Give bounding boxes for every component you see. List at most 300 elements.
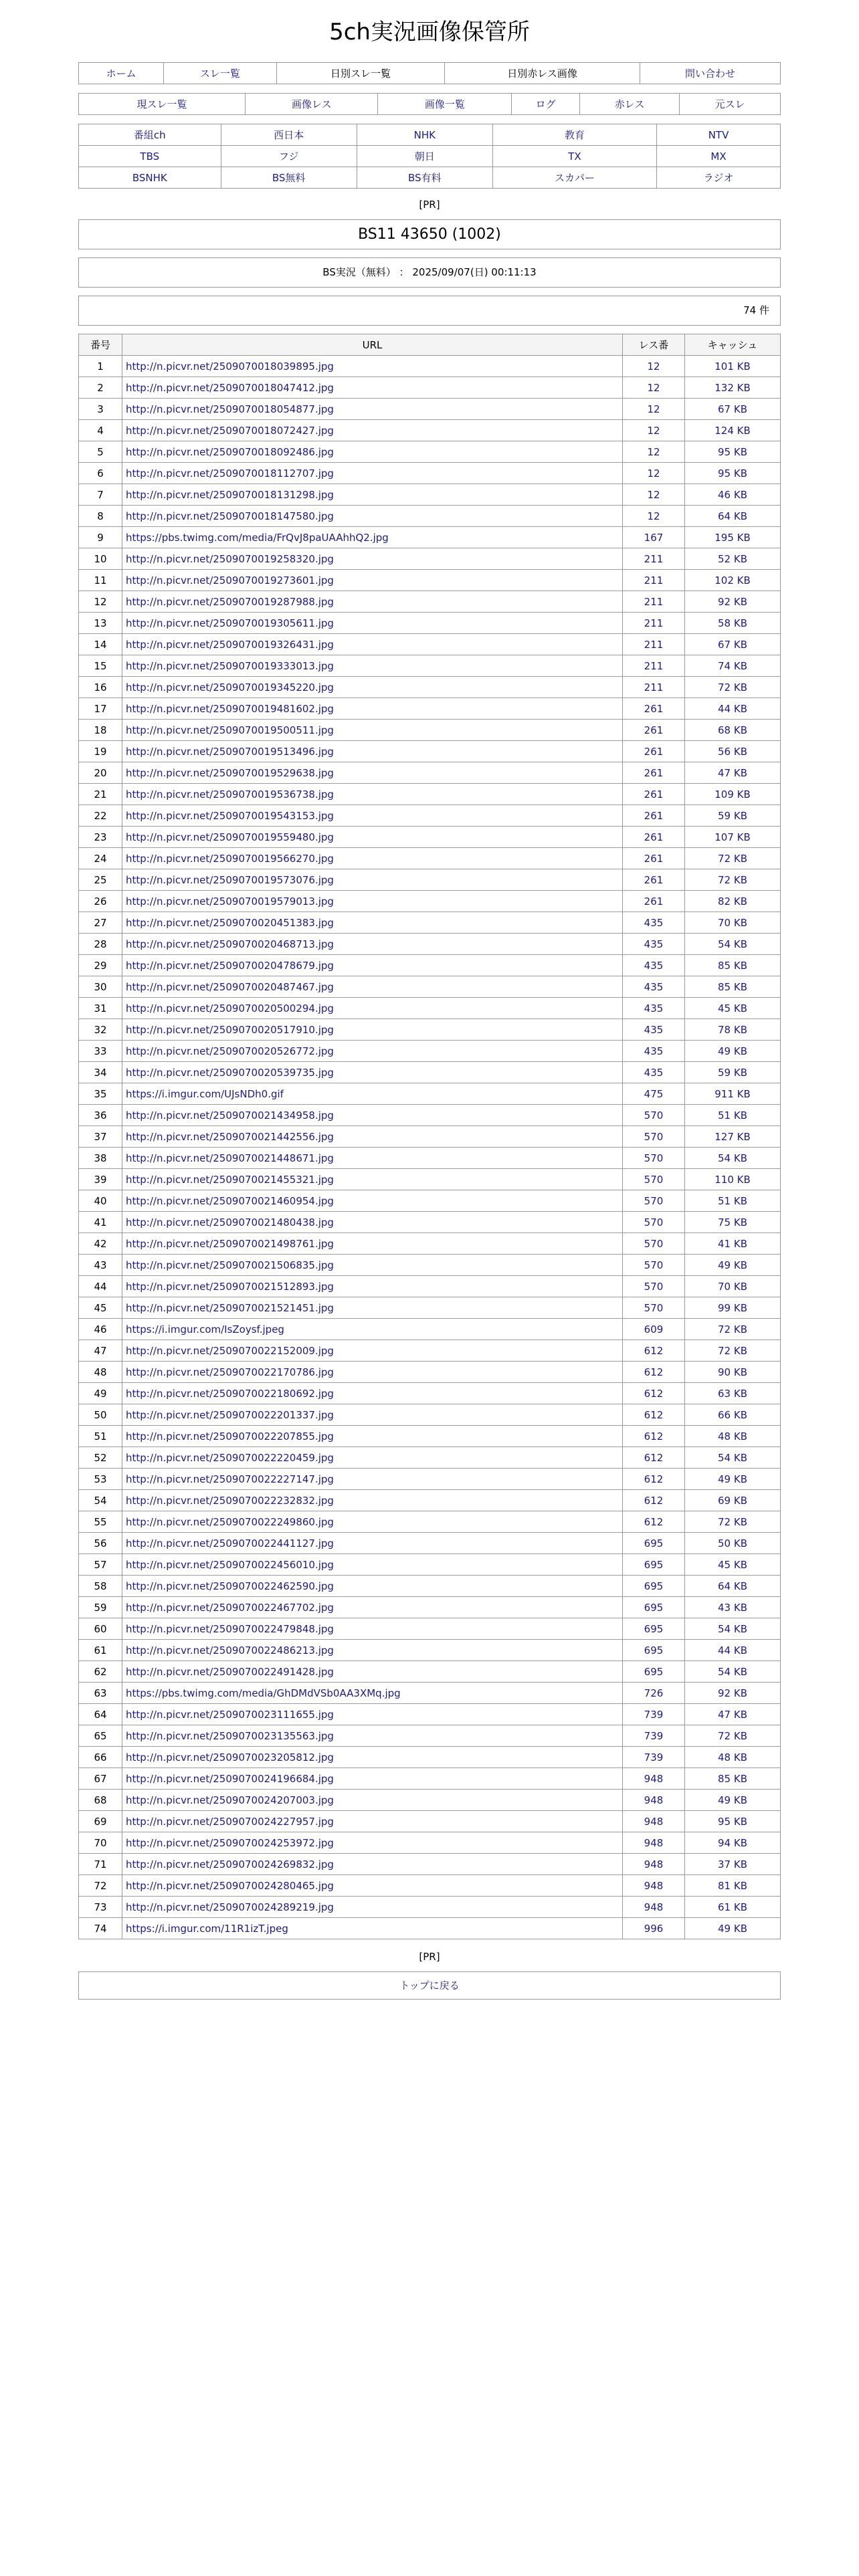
row-number: 12 <box>79 591 122 613</box>
image-url-link[interactable]: http://n.picvr.net/2509070019273601.jpg <box>126 574 334 586</box>
res-number-link[interactable]: 695 <box>644 1601 664 1614</box>
res-number-link[interactable]: 211 <box>644 617 664 629</box>
image-url-link[interactable]: http://n.picvr.net/2509070021434958.jpg <box>126 1109 334 1121</box>
image-url-link[interactable]: http://n.picvr.net/2509070022491428.jpg <box>126 1665 334 1678</box>
channel-link[interactable]: TX <box>568 150 581 163</box>
back-to-top-link[interactable]: トップに戻る <box>399 1979 460 1992</box>
image-url-link[interactable]: http://n.picvr.net/2509070021521451.jpg <box>126 1301 334 1314</box>
nav-item-1[interactable]: スレ一覧 <box>199 68 240 80</box>
image-url-link[interactable]: http://n.picvr.net/2509070019513496.jpg <box>126 745 334 758</box>
res-number-link[interactable]: 570 <box>644 1152 664 1164</box>
row-res-cell <box>623 1661 685 1683</box>
row-cache-cell <box>685 1169 781 1190</box>
main-nav <box>78 62 781 84</box>
cache-link[interactable]: 90 KB <box>718 1366 747 1378</box>
row-cache-cell <box>685 1576 781 1597</box>
cache-link[interactable]: 195 KB <box>714 531 751 544</box>
image-url-link[interactable]: http://n.picvr.net/2509070019305611.jpg <box>126 617 334 629</box>
res-number-link[interactable]: 435 <box>644 980 664 993</box>
cache-link[interactable]: 72 KB <box>718 1515 747 1528</box>
res-number-link[interactable]: 12 <box>647 424 660 437</box>
image-url-link[interactable]: http://n.picvr.net/2509070019536738.jpg <box>126 788 334 800</box>
row-res-cell <box>623 805 685 827</box>
res-number-link[interactable]: 211 <box>644 574 664 586</box>
row-res-cell <box>623 1490 685 1511</box>
res-number-link[interactable]: 612 <box>644 1515 664 1528</box>
res-number-link[interactable]: 612 <box>644 1366 664 1378</box>
row-number: 52 <box>79 1447 122 1469</box>
res-number-link[interactable]: 570 <box>644 1130 664 1143</box>
row-number: 35 <box>79 1083 122 1105</box>
image-url-link[interactable]: http://n.picvr.net/2509070018092486.jpg <box>126 445 334 458</box>
res-number-link[interactable]: 435 <box>644 1045 664 1057</box>
cache-link[interactable]: 52 KB <box>718 552 747 565</box>
row-cache-cell <box>685 1469 781 1490</box>
cache-link[interactable]: 49 KB <box>718 1473 747 1485</box>
row-cache-cell <box>685 1383 781 1404</box>
image-url-link[interactable]: http://n.picvr.net/2509070019566270.jpg <box>126 852 334 865</box>
image-url-link[interactable]: http://n.picvr.net/2509070019573076.jpg <box>126 873 334 886</box>
res-number-link[interactable]: 167 <box>644 531 664 544</box>
row-url-cell <box>122 463 623 484</box>
image-url-link[interactable]: http://n.picvr.net/2509070022467702.jpg <box>126 1601 334 1614</box>
res-number-link[interactable]: 570 <box>644 1173 664 1186</box>
cache-link[interactable]: 95 KB <box>718 467 747 479</box>
cache-link[interactable]: 54 KB <box>718 1152 747 1164</box>
thread-nav-item-2[interactable]: 画像一覧 <box>424 98 465 110</box>
res-number-link[interactable]: 570 <box>644 1301 664 1314</box>
row-url-cell <box>122 1704 623 1725</box>
cache-link[interactable]: 47 KB <box>718 1708 747 1721</box>
cache-link[interactable]: 49 KB <box>718 1922 747 1935</box>
cache-link[interactable]: 109 KB <box>714 788 751 800</box>
row-url-cell <box>122 998 623 1019</box>
row-res-cell <box>623 1126 685 1148</box>
row-res-cell <box>623 463 685 484</box>
image-url-link[interactable]: http://n.picvr.net/2509070021460954.jpg <box>126 1194 334 1207</box>
cache-link[interactable]: 63 KB <box>718 1387 747 1400</box>
cache-link[interactable]: 94 KB <box>718 1836 747 1849</box>
res-number-link[interactable]: 612 <box>644 1387 664 1400</box>
cache-link[interactable]: 67 KB <box>718 403 747 415</box>
image-url-link[interactable]: http://n.picvr.net/2509070019345220.jpg <box>126 681 334 693</box>
cache-link[interactable]: 66 KB <box>718 1408 747 1421</box>
channel-link[interactable]: 朝日 <box>414 150 435 163</box>
image-url-link[interactable]: http://n.picvr.net/2509070019481602.jpg <box>126 702 334 715</box>
channel-link[interactable]: ラジオ <box>703 172 734 184</box>
row-url-cell <box>122 548 623 570</box>
row-url-cell <box>122 1747 623 1768</box>
res-number-link[interactable]: 612 <box>644 1451 664 1464</box>
image-url-link[interactable]: http://n.picvr.net/2509070018054877.jpg <box>126 403 334 415</box>
res-number-link[interactable]: 570 <box>644 1109 664 1121</box>
thread-nav-item-5[interactable]: 元スレ <box>714 98 745 110</box>
row-url-cell <box>122 420 623 441</box>
image-url-link[interactable]: http://n.picvr.net/2509070022462590.jpg <box>126 1580 334 1592</box>
cache-link[interactable]: 37 KB <box>718 1858 747 1870</box>
channel-link[interactable]: NHK <box>413 128 436 141</box>
row-number: 63 <box>79 1683 122 1704</box>
image-url-link[interactable]: https://pbs.twimg.com/media/GhDMdVSb0AA3XMq.jpg <box>126 1687 401 1699</box>
row-url-cell <box>122 741 623 762</box>
image-url-link[interactable]: http://n.picvr.net/2509070018039895.jpg <box>126 360 334 372</box>
cache-link[interactable]: 51 KB <box>718 1109 747 1121</box>
res-number-link[interactable]: 612 <box>644 1408 664 1421</box>
cache-link[interactable]: 132 KB <box>714 381 751 394</box>
res-number-link[interactable]: 948 <box>644 1772 664 1785</box>
cache-link[interactable]: 124 KB <box>714 424 751 437</box>
res-number-link[interactable]: 570 <box>644 1216 664 1228</box>
res-number-link[interactable]: 261 <box>644 873 664 886</box>
image-url-link[interactable]: http://n.picvr.net/2509070023111655.jpg <box>126 1708 334 1721</box>
cache-link[interactable]: 92 KB <box>718 1687 747 1699</box>
channel-link[interactable]: BSNHK <box>132 171 167 184</box>
channel-link[interactable]: MX <box>710 150 727 163</box>
cache-link[interactable]: 68 KB <box>718 724 747 736</box>
image-url-link[interactable]: http://n.picvr.net/2509070019529638.jpg <box>126 766 334 779</box>
row-cache-cell <box>685 634 781 655</box>
image-url-link[interactable]: http://n.picvr.net/2509070020478679.jpg <box>126 959 334 972</box>
channel-link[interactable]: 西日本 <box>274 129 304 141</box>
cache-link[interactable]: 72 KB <box>718 873 747 886</box>
res-number-link[interactable]: 695 <box>644 1558 664 1571</box>
cache-link[interactable]: 78 KB <box>718 1023 747 1036</box>
thread-nav-item-3[interactable]: ログ <box>535 98 556 110</box>
image-url-link[interactable]: http://n.picvr.net/2509070022220459.jpg <box>126 1451 334 1464</box>
table-row <box>79 741 781 762</box>
row-url-cell <box>122 1897 623 1918</box>
res-number-link[interactable]: 739 <box>644 1708 664 1721</box>
image-url-link[interactable]: http://n.picvr.net/2509070018147580.jpg <box>126 510 334 522</box>
image-url-link[interactable]: http://n.picvr.net/2509070020468713.jpg <box>126 938 334 950</box>
image-url-link[interactable]: http://n.picvr.net/2509070018131298.jpg <box>126 488 334 501</box>
image-url-link[interactable]: http://n.picvr.net/2509070021512893.jpg <box>126 1280 334 1293</box>
cache-link[interactable]: 49 KB <box>718 1794 747 1806</box>
row-number: 61 <box>79 1640 122 1661</box>
res-number-link[interactable]: 612 <box>644 1430 664 1442</box>
image-url-link[interactable]: http://n.picvr.net/2509070022170786.jpg <box>126 1366 334 1378</box>
cache-link[interactable]: 44 KB <box>718 1644 747 1656</box>
cache-link[interactable]: 46 KB <box>718 488 747 501</box>
res-number-link[interactable]: 12 <box>647 467 660 479</box>
cache-link[interactable]: 101 KB <box>714 360 751 372</box>
image-url-link[interactable]: http://n.picvr.net/2509070019543153.jpg <box>126 809 334 822</box>
table-row <box>79 1597 781 1618</box>
image-url-link[interactable]: http://n.picvr.net/2509070021480438.jpg <box>126 1216 334 1228</box>
res-number-link[interactable]: 948 <box>644 1879 664 1892</box>
table-row <box>79 934 781 955</box>
image-url-link[interactable]: http://n.picvr.net/2509070022180692.jpg <box>126 1387 334 1400</box>
table-row <box>79 848 781 869</box>
cache-link[interactable]: 72 KB <box>718 1729 747 1742</box>
image-url-link[interactable]: http://n.picvr.net/2509070020539735.jpg <box>126 1066 334 1079</box>
cache-link[interactable]: 102 KB <box>714 574 751 586</box>
res-number-link[interactable]: 435 <box>644 1002 664 1014</box>
res-number-link[interactable]: 435 <box>644 1023 664 1036</box>
cache-link[interactable]: 81 KB <box>718 1879 747 1892</box>
row-url-cell <box>122 1725 623 1747</box>
nav-item-0[interactable]: ホーム <box>106 68 136 80</box>
cache-link[interactable]: 95 KB <box>718 1815 747 1828</box>
row-cache-cell <box>685 1683 781 1704</box>
image-url-link[interactable]: http://n.picvr.net/2509070023205812.jpg <box>126 1751 334 1763</box>
res-number-link[interactable]: 475 <box>644 1087 664 1100</box>
cache-link[interactable]: 70 KB <box>718 916 747 929</box>
res-number-link[interactable]: 211 <box>644 681 664 693</box>
cache-link[interactable]: 54 KB <box>718 1451 747 1464</box>
res-number-link[interactable]: 435 <box>644 1066 664 1079</box>
image-url-link[interactable]: http://n.picvr.net/2509070019287988.jpg <box>126 595 334 608</box>
channel-link[interactable]: フジ <box>278 150 299 163</box>
cache-link[interactable]: 59 KB <box>718 809 747 822</box>
image-url-link[interactable]: https://i.imgur.com/UJsNDh0.gif <box>126 1087 284 1100</box>
image-url-link[interactable]: http://n.picvr.net/2509070019579013.jpg <box>126 895 334 907</box>
cache-link[interactable]: 92 KB <box>718 595 747 608</box>
row-res-cell <box>623 891 685 912</box>
res-number-link[interactable]: 261 <box>644 745 664 758</box>
cache-link[interactable]: 72 KB <box>718 1323 747 1335</box>
cache-link[interactable]: 51 KB <box>718 1194 747 1207</box>
cache-link[interactable]: 110 KB <box>714 1173 751 1186</box>
image-url-link[interactable]: http://n.picvr.net/2509070022232832.jpg <box>126 1494 334 1507</box>
row-res-cell <box>623 1533 685 1554</box>
res-number-link[interactable]: 261 <box>644 788 664 800</box>
image-url-link[interactable]: http://n.picvr.net/2509070024207003.jpg <box>126 1794 334 1806</box>
image-url-link[interactable]: http://n.picvr.net/2509070020451383.jpg <box>126 916 334 929</box>
table-row <box>79 1854 781 1875</box>
res-number-link[interactable]: 570 <box>644 1259 664 1271</box>
res-number-link[interactable]: 570 <box>644 1280 664 1293</box>
cache-link[interactable]: 74 KB <box>718 659 747 672</box>
image-url-link[interactable]: http://n.picvr.net/2509070024227957.jpg <box>126 1815 334 1828</box>
row-res-cell <box>623 955 685 976</box>
image-url-link[interactable]: https://pbs.twimg.com/media/FrQvJ8paUAAhhQ2.jpg <box>126 531 389 544</box>
row-number: 10 <box>79 548 122 570</box>
table-row <box>79 1083 781 1105</box>
image-url-link[interactable]: http://n.picvr.net/2509070018072427.jpg <box>126 424 334 437</box>
res-number-link[interactable]: 12 <box>647 360 660 372</box>
image-url-link[interactable]: http://n.picvr.net/2509070018112707.jpg <box>126 467 334 479</box>
res-number-link[interactable]: 570 <box>644 1194 664 1207</box>
row-cache-cell <box>685 1832 781 1854</box>
channel-link[interactable]: BS無料 <box>272 172 306 184</box>
res-number-link[interactable]: 948 <box>644 1794 664 1806</box>
res-number-link[interactable]: 695 <box>644 1644 664 1656</box>
res-number-link[interactable]: 609 <box>644 1323 664 1335</box>
cache-link[interactable]: 43 KB <box>718 1601 747 1614</box>
cache-link[interactable]: 107 KB <box>714 831 751 843</box>
res-number-link[interactable]: 261 <box>644 852 664 865</box>
image-url-link[interactable]: http://n.picvr.net/2509070020526772.jpg <box>126 1045 334 1057</box>
table-row <box>79 655 781 677</box>
cache-link[interactable]: 44 KB <box>718 702 747 715</box>
image-url-link[interactable]: http://n.picvr.net/2509070022207855.jpg <box>126 1430 334 1442</box>
cache-link[interactable]: 45 KB <box>718 1002 747 1014</box>
res-number-link[interactable]: 12 <box>647 403 660 415</box>
row-cache-cell <box>685 1319 781 1340</box>
cache-link[interactable]: 75 KB <box>718 1216 747 1228</box>
image-url-link[interactable]: http://n.picvr.net/2509070021442556.jpg <box>126 1130 334 1143</box>
row-url-cell <box>122 976 623 998</box>
image-url-link[interactable]: http://n.picvr.net/2509070018047412.jpg <box>126 381 334 394</box>
res-number-link[interactable]: 726 <box>644 1687 664 1699</box>
cache-link[interactable]: 47 KB <box>718 766 747 779</box>
res-number-link[interactable]: 261 <box>644 766 664 779</box>
res-number-link[interactable]: 211 <box>644 638 664 651</box>
cache-link[interactable]: 72 KB <box>718 852 747 865</box>
res-number-link[interactable]: 948 <box>644 1901 664 1913</box>
cache-link[interactable]: 59 KB <box>718 1066 747 1079</box>
res-number-link[interactable]: 948 <box>644 1858 664 1870</box>
table-row <box>79 634 781 655</box>
cache-link[interactable]: 58 KB <box>718 617 747 629</box>
res-number-link[interactable]: 12 <box>647 510 660 522</box>
cache-link[interactable]: 82 KB <box>718 895 747 907</box>
cache-link[interactable]: 85 KB <box>718 980 747 993</box>
res-number-link[interactable]: 612 <box>644 1494 664 1507</box>
res-number-link[interactable]: 211 <box>644 659 664 672</box>
image-url-link[interactable]: http://n.picvr.net/2509070022249860.jpg <box>126 1515 334 1528</box>
res-number-link[interactable]: 695 <box>644 1537 664 1549</box>
image-url-link[interactable]: http://n.picvr.net/2509070021455321.jpg <box>126 1173 334 1186</box>
row-number: 71 <box>79 1854 122 1875</box>
cache-link[interactable]: 67 KB <box>718 638 747 651</box>
image-url-link[interactable]: http://n.picvr.net/2509070019258320.jpg <box>126 552 334 565</box>
image-url-link[interactable]: http://n.picvr.net/2509070024196684.jpg <box>126 1772 334 1785</box>
cache-link[interactable]: 48 KB <box>718 1751 747 1763</box>
cache-link[interactable]: 911 KB <box>714 1087 751 1100</box>
res-number-link[interactable]: 948 <box>644 1836 664 1849</box>
image-url-link[interactable]: http://n.picvr.net/2509070019333013.jpg <box>126 659 334 672</box>
res-number-link[interactable]: 12 <box>647 488 660 501</box>
image-url-link[interactable]: http://n.picvr.net/2509070024289219.jpg <box>126 1901 334 1913</box>
cache-link[interactable]: 54 KB <box>718 1665 747 1678</box>
res-number-link[interactable]: 739 <box>644 1729 664 1742</box>
image-url-link[interactable]: http://n.picvr.net/2509070024280465.jpg <box>126 1879 334 1892</box>
image-url-link[interactable]: http://n.picvr.net/2509070022227147.jpg <box>126 1473 334 1485</box>
image-url-link[interactable]: http://n.picvr.net/2509070022152009.jpg <box>126 1344 334 1357</box>
res-number-link[interactable]: 261 <box>644 895 664 907</box>
res-number-link[interactable]: 261 <box>644 724 664 736</box>
image-url-link[interactable]: http://n.picvr.net/2509070022486213.jpg <box>126 1644 334 1656</box>
row-number: 70 <box>79 1832 122 1854</box>
cache-link[interactable]: 85 KB <box>718 1772 747 1785</box>
row-number: 46 <box>79 1319 122 1340</box>
res-number-link[interactable]: 261 <box>644 831 664 843</box>
cache-link[interactable]: 54 KB <box>718 1622 747 1635</box>
thread-nav-item-0[interactable]: 現スレ一覧 <box>136 98 187 110</box>
image-url-link[interactable]: http://n.picvr.net/2509070022479848.jpg <box>126 1622 334 1635</box>
image-url-link[interactable]: http://n.picvr.net/2509070023135563.jpg <box>126 1729 334 1742</box>
cache-link[interactable]: 56 KB <box>718 745 747 758</box>
cache-link[interactable]: 127 KB <box>714 1130 751 1143</box>
res-number-link[interactable]: 435 <box>644 916 664 929</box>
cache-link[interactable]: 99 KB <box>718 1301 747 1314</box>
cache-link[interactable]: 85 KB <box>718 959 747 972</box>
image-url-link[interactable]: https://i.imgur.com/11R1izT.jpeg <box>126 1922 288 1935</box>
image-url-link[interactable]: http://n.picvr.net/2509070021448671.jpg <box>126 1152 334 1164</box>
res-number-link[interactable]: 695 <box>644 1580 664 1592</box>
image-url-link[interactable]: http://n.picvr.net/2509070021498761.jpg <box>126 1237 334 1250</box>
image-url-link[interactable]: http://n.picvr.net/2509070020487467.jpg <box>126 980 334 993</box>
channel-link[interactable]: NTV <box>708 128 729 141</box>
cache-link[interactable]: 70 KB <box>718 1280 747 1293</box>
res-number-link[interactable]: 261 <box>644 702 664 715</box>
thread-nav-item-4[interactable]: 赤レス <box>614 98 645 110</box>
res-number-link[interactable]: 435 <box>644 938 664 950</box>
table-row <box>79 784 781 805</box>
cache-link[interactable]: 54 KB <box>718 938 747 950</box>
image-url-link[interactable]: http://n.picvr.net/2509070024253972.jpg <box>126 1836 334 1849</box>
row-cache-cell <box>685 1212 781 1233</box>
cache-link[interactable]: 69 KB <box>718 1494 747 1507</box>
channel-link[interactable]: BS有料 <box>408 172 442 184</box>
image-url-link[interactable]: http://n.picvr.net/2509070022201337.jpg <box>126 1408 334 1421</box>
image-url-link[interactable]: http://n.picvr.net/2509070020517910.jpg <box>126 1023 334 1036</box>
table-row <box>79 1340 781 1362</box>
res-number-link[interactable]: 261 <box>644 809 664 822</box>
cache-link[interactable]: 72 KB <box>718 1344 747 1357</box>
row-url-cell <box>122 1426 623 1447</box>
cache-link[interactable]: 48 KB <box>718 1430 747 1442</box>
channel-link[interactable]: 教育 <box>564 129 585 141</box>
res-number-link[interactable]: 211 <box>644 595 664 608</box>
cache-link[interactable]: 50 KB <box>718 1537 747 1549</box>
res-number-link[interactable]: 612 <box>644 1344 664 1357</box>
cache-link[interactable]: 72 KB <box>718 681 747 693</box>
image-url-link[interactable]: http://n.picvr.net/2509070020500294.jpg <box>126 1002 334 1014</box>
res-number-link[interactable]: 570 <box>644 1237 664 1250</box>
nav-item-4[interactable]: 問い合わせ <box>684 68 735 80</box>
image-url-link[interactable]: http://n.picvr.net/2509070019326431.jpg <box>126 638 334 651</box>
image-url-link[interactable]: https://i.imgur.com/IsZoysf.jpeg <box>126 1323 284 1335</box>
res-number-link[interactable]: 695 <box>644 1665 664 1678</box>
res-number-link[interactable]: 211 <box>644 552 664 565</box>
channel-link[interactable]: 番組ch <box>133 129 166 141</box>
image-url-link[interactable]: http://n.picvr.net/2509070021506835.jpg <box>126 1259 334 1271</box>
cache-link[interactable]: 95 KB <box>718 445 747 458</box>
cache-link[interactable]: 45 KB <box>718 1558 747 1571</box>
row-cache-cell <box>685 1426 781 1447</box>
image-url-link[interactable]: http://n.picvr.net/2509070019559480.jpg <box>126 831 334 843</box>
cache-link[interactable]: 61 KB <box>718 1901 747 1913</box>
res-number-link[interactable]: 435 <box>644 959 664 972</box>
image-url-link[interactable]: http://n.picvr.net/2509070022456010.jpg <box>126 1558 334 1571</box>
cache-link[interactable]: 64 KB <box>718 1580 747 1592</box>
res-number-link[interactable]: 739 <box>644 1751 664 1763</box>
res-number-link[interactable]: 12 <box>647 381 660 394</box>
cache-link[interactable]: 49 KB <box>718 1045 747 1057</box>
cache-link[interactable]: 64 KB <box>718 510 747 522</box>
row-number: 11 <box>79 570 122 591</box>
image-url-link[interactable]: http://n.picvr.net/2509070024269832.jpg <box>126 1858 334 1870</box>
image-url-link[interactable]: http://n.picvr.net/2509070022441127.jpg <box>126 1537 334 1549</box>
res-number-link[interactable]: 12 <box>647 445 660 458</box>
channel-cell <box>221 124 357 146</box>
res-number-link[interactable]: 948 <box>644 1815 664 1828</box>
cache-link[interactable]: 49 KB <box>718 1259 747 1271</box>
channel-link[interactable]: TBS <box>140 150 160 163</box>
cache-link[interactable]: 41 KB <box>718 1237 747 1250</box>
thread-nav-item-1[interactable]: 画像レス <box>291 98 332 110</box>
res-number-link[interactable]: 996 <box>644 1922 664 1935</box>
res-number-link[interactable]: 612 <box>644 1473 664 1485</box>
res-number-link[interactable]: 695 <box>644 1622 664 1635</box>
table-row <box>79 1747 781 1768</box>
image-url-link[interactable]: http://n.picvr.net/2509070019500511.jpg <box>126 724 334 736</box>
row-cache-cell <box>685 1533 781 1554</box>
channel-link[interactable]: スカパー <box>554 172 595 184</box>
